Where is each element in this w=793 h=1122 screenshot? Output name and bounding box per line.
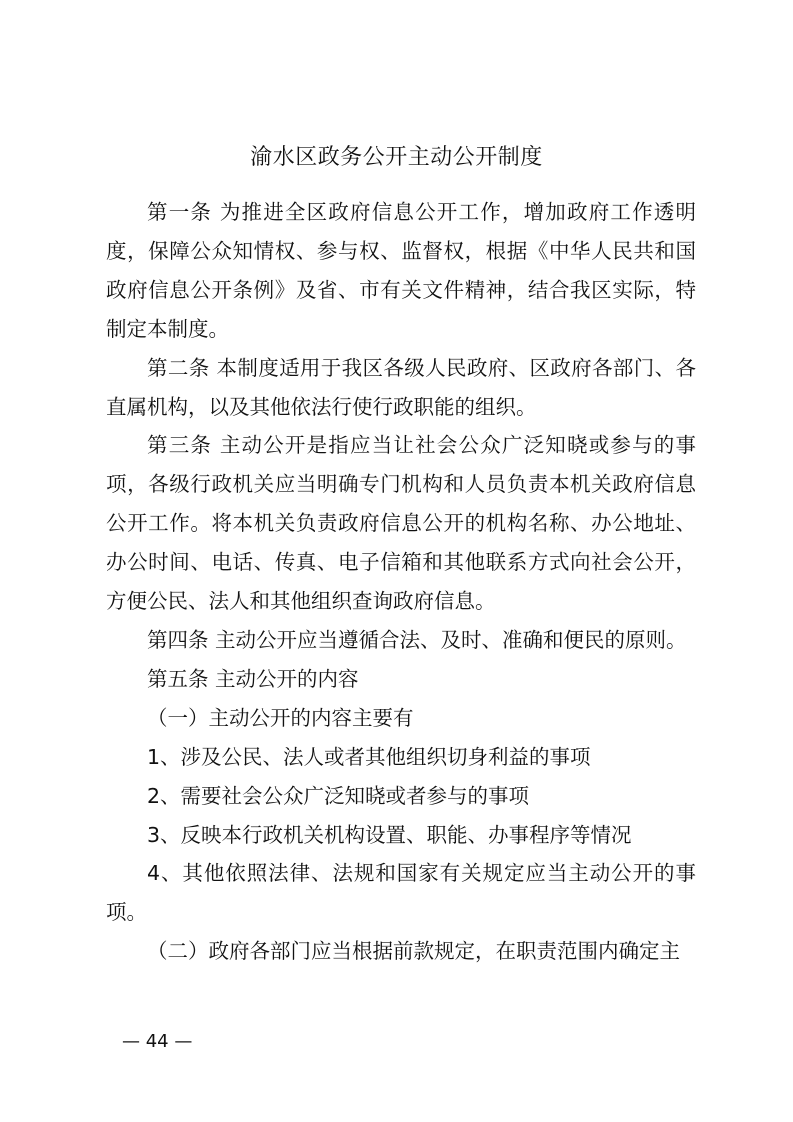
paragraph-article-3: 第三条 主动公开是指应当让社会公众广泛知晓或参与的事项，各级行政机关应当明确专门机构和人员负责本机关政府信息公开工作。将本机关负责政府信息公开的机构名称、办公地址、办公时间、电话、传真、电子信箱和其他联系方式向社会公开，方便公民、法人和其他组织查询政府信息。 bbox=[106, 433, 696, 614]
document-body bbox=[106, 193, 696, 971]
page-number: — 44 — bbox=[122, 1031, 193, 1052]
paragraph-article-5: 第五条 主动公开的内容 bbox=[147, 666, 359, 691]
paragraph-section-1: （一）主动公开的内容主要有 bbox=[147, 705, 414, 730]
paragraph-article-1: 第一条 为推进全区政府信息公开工作，增加政府工作透明度，保障公众知情权、参与权、监督权，根据《中华人民共和国政府信息公开条例》及省、市有关文件精神，结合我区实际，特制定本制度。 bbox=[106, 200, 696, 341]
list-item-1: 1、涉及公民、法人或者其他组织切身利益的事项 bbox=[147, 744, 591, 769]
paragraph-section-2: （二）政府各部门应当根据前款规定，在职责范围内确定主 bbox=[147, 939, 680, 964]
paragraph-article-2: 第二条 本制度适用于我区各级人民政府、区政府各部门、各直属机构，以及其他依法行使行政职能的组织。 bbox=[106, 355, 696, 419]
document-title: 渝水区政务公开主动公开制度 bbox=[250, 145, 543, 170]
list-item-4: 4、其他依照法律、法规和国家有关规定应当主动公开的事项。 bbox=[106, 861, 696, 925]
paragraph-article-4: 第四条 主动公开应当遵循合法、及时、准确和便民的原则。 bbox=[147, 627, 687, 652]
list-item-3: 3、反映本行政机关机构设置、职能、办事程序等情况 bbox=[147, 822, 632, 847]
list-item-2: 2、需要社会公众广泛知晓或者参与的事项 bbox=[147, 783, 530, 808]
